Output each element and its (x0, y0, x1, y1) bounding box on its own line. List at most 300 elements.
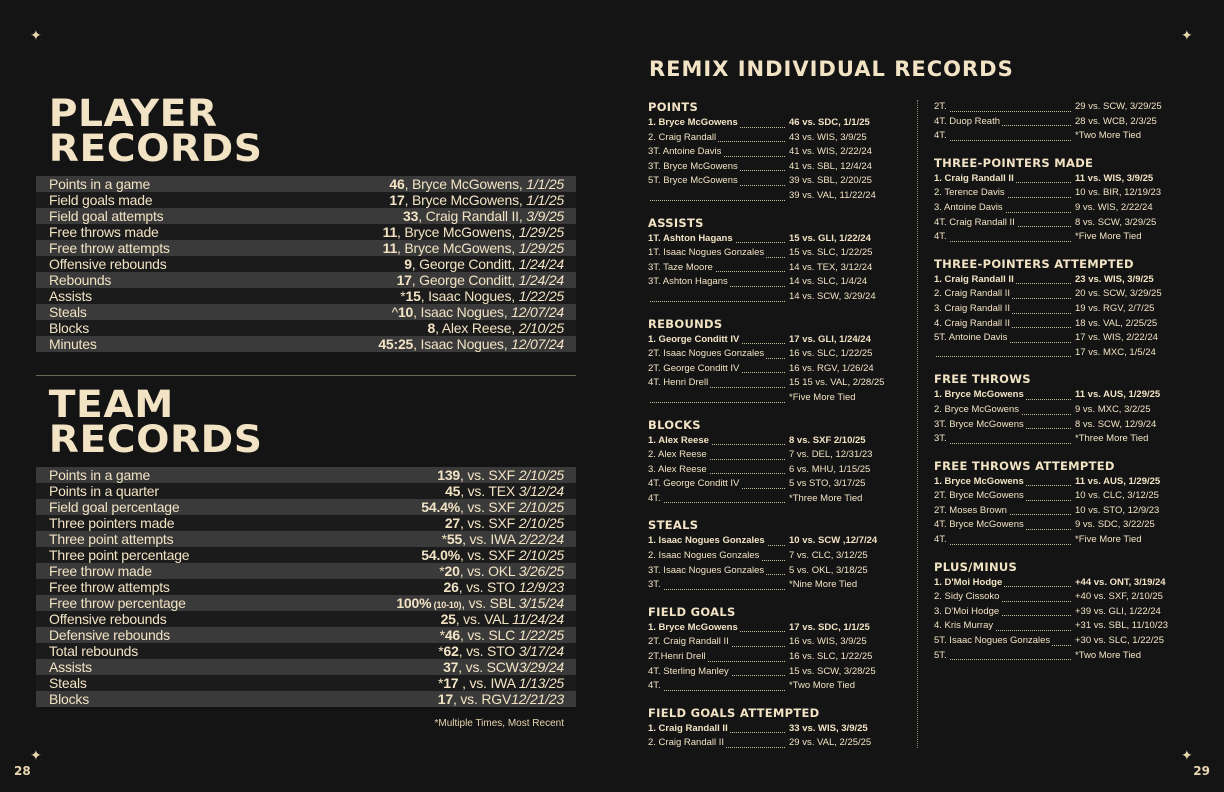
record-number: 15 (405, 288, 421, 304)
record-entry-value: 10 vs. BIR, 12/19/23 (1075, 187, 1162, 199)
record-entry-value: 7 vs. CLC, 3/12/25 (789, 550, 868, 562)
record-entry (648, 534, 893, 549)
record-entry (934, 201, 1179, 216)
record-entry (648, 549, 893, 564)
record-entry-value: +44 vs. ONT, 3/19/24 (1075, 576, 1166, 588)
record-entry (648, 275, 893, 290)
record-entry (934, 475, 1179, 490)
record-entry-value: 15 vs. SLC, 1/22/25 (789, 247, 873, 259)
record-entry-value: 5 vs STO, 3/17/25 (789, 478, 866, 490)
record-entry-value: 11 vs. AUS, 1/29/25 (1075, 389, 1161, 401)
record-entry-value: 17 vs. WIS, 2/22/24 (1075, 332, 1158, 344)
record-entry-name: 2T.Henri Drell (648, 650, 787, 665)
record-entry-name: 2. Craig Randall II (934, 287, 1073, 302)
record-number: 100% (396, 595, 432, 611)
record-entry-name: 3T. (648, 578, 787, 593)
record-value: 54.4%, vs. SXF 2/10/25 (421, 499, 564, 515)
record-entry-value: 9 vs. WIS, 2/22/24 (1075, 201, 1153, 213)
record-entry-name: 3. Alex Reese (648, 463, 787, 478)
record-value: 17, vs. RGV12/21/23 (437, 691, 564, 707)
record-entry-name: 2T. Isaac Nogues Gonzales (648, 347, 787, 362)
record-entry-name: 4T. (648, 679, 787, 694)
record-date: 11/24/24 (512, 611, 564, 627)
record-label: Blocks (49, 320, 90, 336)
record-entry-name: 2T. Craig Randall II (648, 635, 787, 650)
record-entry (934, 100, 1179, 115)
record-label: Free throw made (49, 563, 152, 579)
record-label: Field goals made (49, 192, 153, 208)
record-entry-value: 39 vs. VAL, 11/22/24 (789, 189, 876, 201)
record-row (36, 659, 576, 675)
record-label: Three pointers made (49, 515, 175, 531)
record-entry-value: 43 vs. WIS, 3/9/25 (789, 131, 867, 143)
record-entry-value: 23 vs. WIS, 3/9/25 (1075, 273, 1154, 285)
record-label: Offensive rebounds (49, 611, 167, 627)
column-separator (917, 100, 918, 748)
record-entry-value: *Nine More Tied (789, 579, 858, 591)
record-entry-name: 4T. (648, 492, 787, 507)
record-row (36, 467, 576, 483)
record-section-heading: PLUS/MINUS (934, 559, 1018, 574)
record-label: Free throw attempts (49, 240, 170, 256)
record-entry (648, 232, 893, 247)
record-entry (648, 189, 893, 204)
record-entry-value: *Three More Tied (1075, 433, 1149, 445)
record-entry-value: 29 vs. SCW, 3/29/25 (1075, 101, 1162, 112)
footnote: *Multiple Times, Most Recent (434, 718, 564, 729)
diamond-ornament-icon: ✦ (30, 748, 42, 764)
record-number: 26 (443, 579, 459, 595)
record-number: 54.4% (421, 499, 460, 515)
record-section (648, 706, 893, 751)
record-entry-name: 2. Alex Reese (648, 448, 787, 463)
record-number: 27 (444, 515, 460, 531)
record-value: 139, vs. SXF 2/10/25 (437, 467, 564, 483)
record-entry-name: 3. Antoine Davis (934, 201, 1073, 216)
record-entry (934, 619, 1179, 634)
record-entry (934, 649, 1179, 664)
record-entry (934, 216, 1179, 231)
record-entry (648, 391, 893, 406)
record-entry (934, 489, 1179, 504)
record-number: 20 (444, 563, 460, 579)
record-entry (648, 578, 893, 593)
record-number: 9 (404, 256, 412, 272)
record-number: 25 (440, 611, 456, 627)
record-label: Three point attempts (49, 531, 174, 547)
record-entry-value: 41 vs. WIS, 2/22/24 (789, 146, 872, 158)
record-date: 2/10/25 (518, 467, 564, 483)
record-label: Minutes (49, 336, 97, 352)
record-entry (934, 115, 1179, 130)
record-section (648, 418, 893, 507)
record-entry (648, 564, 893, 579)
record-row (36, 531, 576, 547)
record-section (934, 257, 1179, 361)
record-date: 2/22/24 (518, 531, 564, 547)
remix-column-2 (934, 100, 1179, 675)
record-value: 11, Bryce McGowens, 1/29/25 (382, 224, 564, 240)
team-records-table (36, 467, 576, 707)
record-row (36, 176, 576, 192)
record-section (648, 518, 893, 592)
record-number: 11 (382, 240, 398, 256)
record-number: 46 (389, 176, 405, 192)
record-entry-name: 3T. Isaac Nogues Gonzales (648, 564, 787, 579)
record-entry-name: 4. Kris Murray (934, 619, 1073, 634)
record-entry (934, 590, 1179, 605)
record-entry-name: 5T. Antoine Davis (934, 331, 1073, 346)
record-row (36, 643, 576, 659)
record-entry-name: 2T. George Conditt IV (648, 362, 787, 377)
record-entry-value: 18 vs. VAL, 2/25/25 (1075, 317, 1158, 329)
record-value: 37, vs. SCW3/29/24 (443, 659, 564, 675)
player-records-table (36, 176, 576, 352)
record-number: 45 (445, 483, 461, 499)
record-entry-name: 1. George Conditt IV (648, 333, 787, 348)
diamond-ornament-icon: ✦ (1181, 28, 1193, 44)
record-number: 45:25 (378, 336, 414, 352)
record-entry-name: 2T. Bryce McGowens (934, 489, 1073, 504)
record-date: 3/29/24 (518, 659, 564, 675)
record-number: 55 (446, 531, 463, 547)
record-number: 17 (437, 691, 453, 707)
record-value: *46, vs. SLC 1/22/25 (439, 627, 564, 643)
record-label: Rebounds (49, 272, 112, 288)
record-date: 1/1/25 (526, 176, 564, 192)
record-label: Free throw percentage (49, 595, 186, 611)
record-value: 46, Bryce McGowens, 1/1/25 (389, 176, 564, 192)
record-entry-value: *Five More Tied (1075, 231, 1142, 243)
record-entry-name: 3T. Bryce McGowens (648, 160, 787, 175)
record-value: 54.0%, vs. SXF 2/10/25 (421, 547, 564, 563)
record-row (36, 483, 576, 499)
record-value: ^10, Isaac Nogues, 12/07/24 (391, 304, 564, 320)
record-number: 8 (427, 320, 436, 336)
record-label: Free throws made (49, 224, 159, 240)
record-entry-value: 8 vs. SCW, 12/9/24 (1075, 418, 1157, 430)
record-value: 27, vs. SXF 2/10/25 (444, 515, 564, 531)
record-section (934, 459, 1179, 548)
record-entry-value: *Three More Tied (789, 492, 863, 504)
record-entry-name: 4T. (934, 129, 1073, 144)
record-entry-name: 4T. Sterling Manley (648, 665, 787, 680)
record-label: Steals (49, 675, 87, 691)
record-entry-name (648, 189, 787, 204)
record-section-heading: THREE-POINTERS ATTEMPTED (934, 256, 1134, 271)
page-number-left: 28 (14, 764, 31, 778)
record-entry-name: 2. Craig Randall (648, 131, 787, 146)
record-section-heading: FREE THROWS (934, 372, 1031, 387)
record-entry-value: 9 vs. SDC, 3/22/25 (1075, 519, 1155, 531)
record-section-heading: FREE THROWS ATTEMPTED (934, 458, 1115, 473)
record-entry-value: 9 vs. MXC, 3/2/25 (1075, 403, 1151, 415)
team-records-title: TEAM RECORDS (48, 383, 263, 461)
record-entry (648, 434, 893, 449)
record-entry (648, 376, 893, 391)
record-entry (934, 634, 1179, 649)
record-entry (934, 346, 1179, 361)
record-row (36, 192, 576, 208)
record-date: 3/9/25 (526, 208, 564, 224)
record-entry (648, 722, 893, 737)
record-entry (648, 261, 893, 276)
record-entry-name: 5T. Bryce McGowens (648, 174, 787, 189)
record-value: *55, vs. IWA 2/22/24 (441, 531, 564, 547)
record-entry-value: 10 vs. CLC, 3/12/25 (1075, 490, 1159, 502)
record-entry (934, 388, 1179, 403)
diamond-ornament-icon: ✦ (1181, 748, 1193, 764)
record-detail: (10-10) (431, 600, 462, 610)
record-date: 1/22/25 (518, 288, 564, 304)
record-section-heading: FIELD GOALS ATTEMPTED (648, 705, 820, 720)
record-label: Points in a game (49, 467, 151, 483)
record-entry-value: 8 vs. SCW, 3/29/25 (1075, 216, 1157, 228)
record-entry-value: 16 vs. RGV, 1/26/24 (789, 362, 874, 374)
page-number-right: 29 (1193, 764, 1210, 778)
record-entry (648, 463, 893, 478)
record-entry-name (648, 391, 787, 406)
record-entry-name: 1. Craig Randall II (934, 172, 1073, 187)
record-date: 12/07/24 (511, 304, 564, 320)
record-entry-value: 17 vs. GLI, 1/24/24 (789, 333, 871, 345)
record-entry-value: *Five More Tied (789, 391, 856, 403)
record-value: 45:25, Isaac Nogues, 12/07/24 (378, 336, 564, 352)
record-entry (648, 635, 893, 650)
record-value: *20, vs. OKL 3/26/25 (439, 563, 564, 579)
record-label: Blocks (49, 691, 90, 707)
player-records-title: PLAYER RECORDS (48, 92, 263, 170)
record-row (36, 272, 576, 288)
record-date: 1/22/25 (518, 627, 564, 643)
record-entry-value: *Five More Tied (1075, 534, 1142, 546)
record-row (36, 595, 576, 611)
record-entry (934, 504, 1179, 519)
record-entry-name: 2. Craig Randall II (648, 736, 787, 751)
record-value: *17 , vs. IWA 1/13/25 (437, 675, 564, 691)
record-entry (648, 492, 893, 507)
record-entry (648, 131, 893, 146)
record-entry (934, 186, 1179, 201)
record-entry (648, 679, 893, 694)
record-label: Assists (49, 659, 92, 675)
diamond-ornament-icon: ✦ (30, 28, 42, 44)
record-entry-value: 46 vs. SDC, 1/1/25 (789, 117, 870, 128)
record-entry-value: 15 15 vs. VAL, 2/28/25 (789, 377, 885, 389)
record-row (36, 208, 576, 224)
record-entry-value: 5 vs. OKL, 3/18/25 (789, 564, 868, 576)
player-records-section (36, 92, 576, 170)
record-row (36, 563, 576, 579)
record-number: 46 (444, 627, 460, 643)
record-section-heading: POINTS (648, 100, 699, 114)
record-entry-name: 5T. (934, 649, 1073, 664)
record-entry-name: 2T. (934, 100, 1073, 115)
record-entry (934, 317, 1179, 332)
record-section (648, 605, 893, 694)
record-entry-name: 3T. Ashton Hagans (648, 275, 787, 290)
record-entry-value: 14 vs. SCW, 3/29/24 (789, 290, 876, 302)
record-date: 2/10/25 (518, 320, 564, 336)
record-entry (648, 347, 893, 362)
record-entry (934, 302, 1179, 317)
record-date: 3/17/24 (518, 643, 564, 659)
record-entry (648, 290, 893, 305)
record-entry (934, 230, 1179, 245)
record-label: Three point percentage (49, 547, 190, 563)
record-entry-name: 3T. Bryce McGowens (934, 418, 1073, 433)
record-entry-name: 3T. Taze Moore (648, 261, 787, 276)
record-entry-value: 11 vs. AUS, 1/29/25 (1075, 475, 1161, 487)
record-entry-value: 16 vs. SLC, 1/22/25 (789, 348, 873, 360)
record-number: 139 (437, 467, 460, 483)
record-entry-name: 5T. Isaac Nogues Gonzales (934, 634, 1073, 649)
record-value: 45, vs. TEX 3/12/24 (445, 483, 564, 499)
record-entry-name: 1. Bryce McGowens (934, 475, 1073, 490)
record-row (36, 691, 576, 707)
record-entry (934, 418, 1179, 433)
record-entry-name: 4T. (934, 533, 1073, 548)
record-value: 8, Alex Reese, 2/10/25 (427, 320, 564, 336)
record-entry-name: 4T. Duop Reath (934, 115, 1073, 130)
team-records-section (36, 383, 576, 461)
record-entry-name: 4T. George Conditt IV (648, 477, 787, 492)
record-number: 17 (443, 675, 459, 691)
record-entry (648, 174, 893, 189)
record-section (934, 156, 1179, 245)
record-label: Points in a quarter (49, 483, 159, 499)
record-row (36, 288, 576, 304)
record-entry-value: 6 vs. MHU, 1/15/25 (789, 463, 871, 475)
record-entry-name (934, 346, 1073, 361)
record-row (36, 515, 576, 531)
record-date: 3/12/24 (518, 483, 564, 499)
record-entry (648, 145, 893, 160)
record-entry-name: 2T. Moses Brown (934, 504, 1073, 519)
record-entry-name: 3T. Antoine Davis (648, 145, 787, 160)
record-entry-value: 16 vs. WIS, 3/9/25 (789, 636, 867, 648)
record-entry (934, 518, 1179, 533)
record-date: 1/13/25 (518, 675, 564, 691)
record-section-continued (934, 100, 1179, 144)
record-entry-name: 2. Terence Davis (934, 186, 1073, 201)
record-entry-value: 20 vs. SCW, 3/29/25 (1075, 288, 1162, 300)
record-entry (648, 246, 893, 261)
record-entry (648, 448, 893, 463)
record-entry-value: 17 vs. MXC, 1/5/24 (1075, 346, 1156, 358)
record-section (648, 216, 893, 305)
record-label: Points in a game (49, 176, 151, 192)
record-entry (648, 333, 893, 348)
record-entry-name: 3. D'Moi Hodge (934, 605, 1073, 620)
record-entry-name: 1. Craig Randall II (648, 722, 787, 737)
record-number: 17 (389, 192, 405, 208)
record-entry-value: +31 vs. SBL, 11/10/23 (1075, 620, 1169, 632)
record-entry-value: 41 vs. SBL, 12/4/24 (789, 160, 872, 172)
record-value: *15, Isaac Nogues, 1/22/25 (400, 288, 564, 304)
record-entry-name: 4T. (934, 230, 1073, 245)
record-label: Field goal attempts (49, 208, 164, 224)
record-row (36, 499, 576, 515)
record-entry-value: *Two More Tied (789, 680, 855, 692)
record-section (934, 560, 1179, 664)
record-label: Assists (49, 288, 92, 304)
record-number: 17 (396, 272, 412, 288)
record-date: 1/29/25 (518, 240, 564, 256)
record-section-heading: STEALS (648, 518, 699, 533)
record-section-heading: ASSISTS (648, 215, 704, 230)
record-section-heading: FIELD GOALS (648, 604, 736, 619)
record-row (36, 611, 576, 627)
record-entry-name: 1T. Ashton Hagans (648, 232, 787, 247)
record-entry (934, 331, 1179, 346)
record-entry-name: 1. Bryce McGowens (648, 621, 787, 636)
record-row (36, 224, 576, 240)
record-date: 1/24/24 (518, 272, 564, 288)
record-entry (934, 129, 1179, 144)
record-row (36, 336, 576, 352)
record-section-heading: REBOUNDS (648, 316, 723, 331)
record-number: 11 (382, 224, 398, 240)
record-entry-name: 3. Craig Randall II (934, 302, 1073, 317)
record-entry-name: 4T. Henri Drell (648, 376, 787, 391)
record-entry (934, 287, 1179, 302)
record-value: 17, Bryce McGowens, 1/1/25 (389, 192, 564, 208)
record-value: 9, George Conditt, 1/24/24 (404, 256, 564, 272)
record-section (648, 100, 893, 204)
record-label: Total rebounds (49, 643, 139, 659)
record-entry-value: 15 vs. SCW, 3/28/25 (789, 665, 876, 677)
record-entry-value: +30 vs. SLC, 1/22/25 (1075, 635, 1164, 647)
record-date: 1/29/25 (518, 224, 564, 240)
remix-column-1 (648, 100, 893, 763)
record-entry (648, 665, 893, 680)
record-section-heading: THREE-POINTERS MADE (934, 155, 1094, 170)
record-entry-value: 14 vs. SLC, 1/4/24 (789, 276, 868, 288)
record-entry-value: +39 vs. GLI, 1/22/24 (1075, 605, 1161, 617)
record-entry-value: 29 vs. VAL, 2/25/25 (789, 737, 872, 749)
section-divider (36, 375, 576, 376)
record-entry-value: 28 vs. WCB, 2/3/25 (1075, 115, 1157, 127)
record-date: 1/1/25 (526, 192, 564, 208)
record-entry (934, 172, 1179, 187)
record-row (36, 320, 576, 336)
record-entry (648, 116, 893, 131)
record-entry (648, 160, 893, 175)
record-entry (648, 621, 893, 636)
record-entry-value: +40 vs. SXF, 2/10/25 (1075, 591, 1163, 603)
record-number: 54.0% (421, 547, 460, 563)
record-label: Steals (49, 304, 87, 320)
record-date: 12/9/23 (518, 579, 564, 595)
record-date: 3/15/24 (518, 595, 564, 611)
record-entry-name: 2. Sidy Cissoko (934, 590, 1073, 605)
record-row (36, 547, 576, 563)
record-row (36, 304, 576, 320)
record-row (36, 579, 576, 595)
record-entry (648, 477, 893, 492)
record-entry-value: 14 vs. TEX, 3/12/24 (789, 261, 873, 273)
record-date: 12/21/23 (511, 691, 564, 707)
record-entry-value: 33 vs. WIS, 3/9/25 (789, 722, 868, 734)
record-entry-value: 17 vs. SDC, 1/1/25 (789, 621, 870, 633)
record-entry-value: 7 vs. DEL, 12/31/23 (789, 449, 873, 461)
record-number: 62 (443, 643, 459, 659)
record-label: Free throw attempts (49, 579, 170, 595)
record-entry-name (648, 290, 787, 305)
record-entry-value: 10 vs. STO, 12/9/23 (1075, 504, 1160, 516)
record-section (934, 372, 1179, 446)
